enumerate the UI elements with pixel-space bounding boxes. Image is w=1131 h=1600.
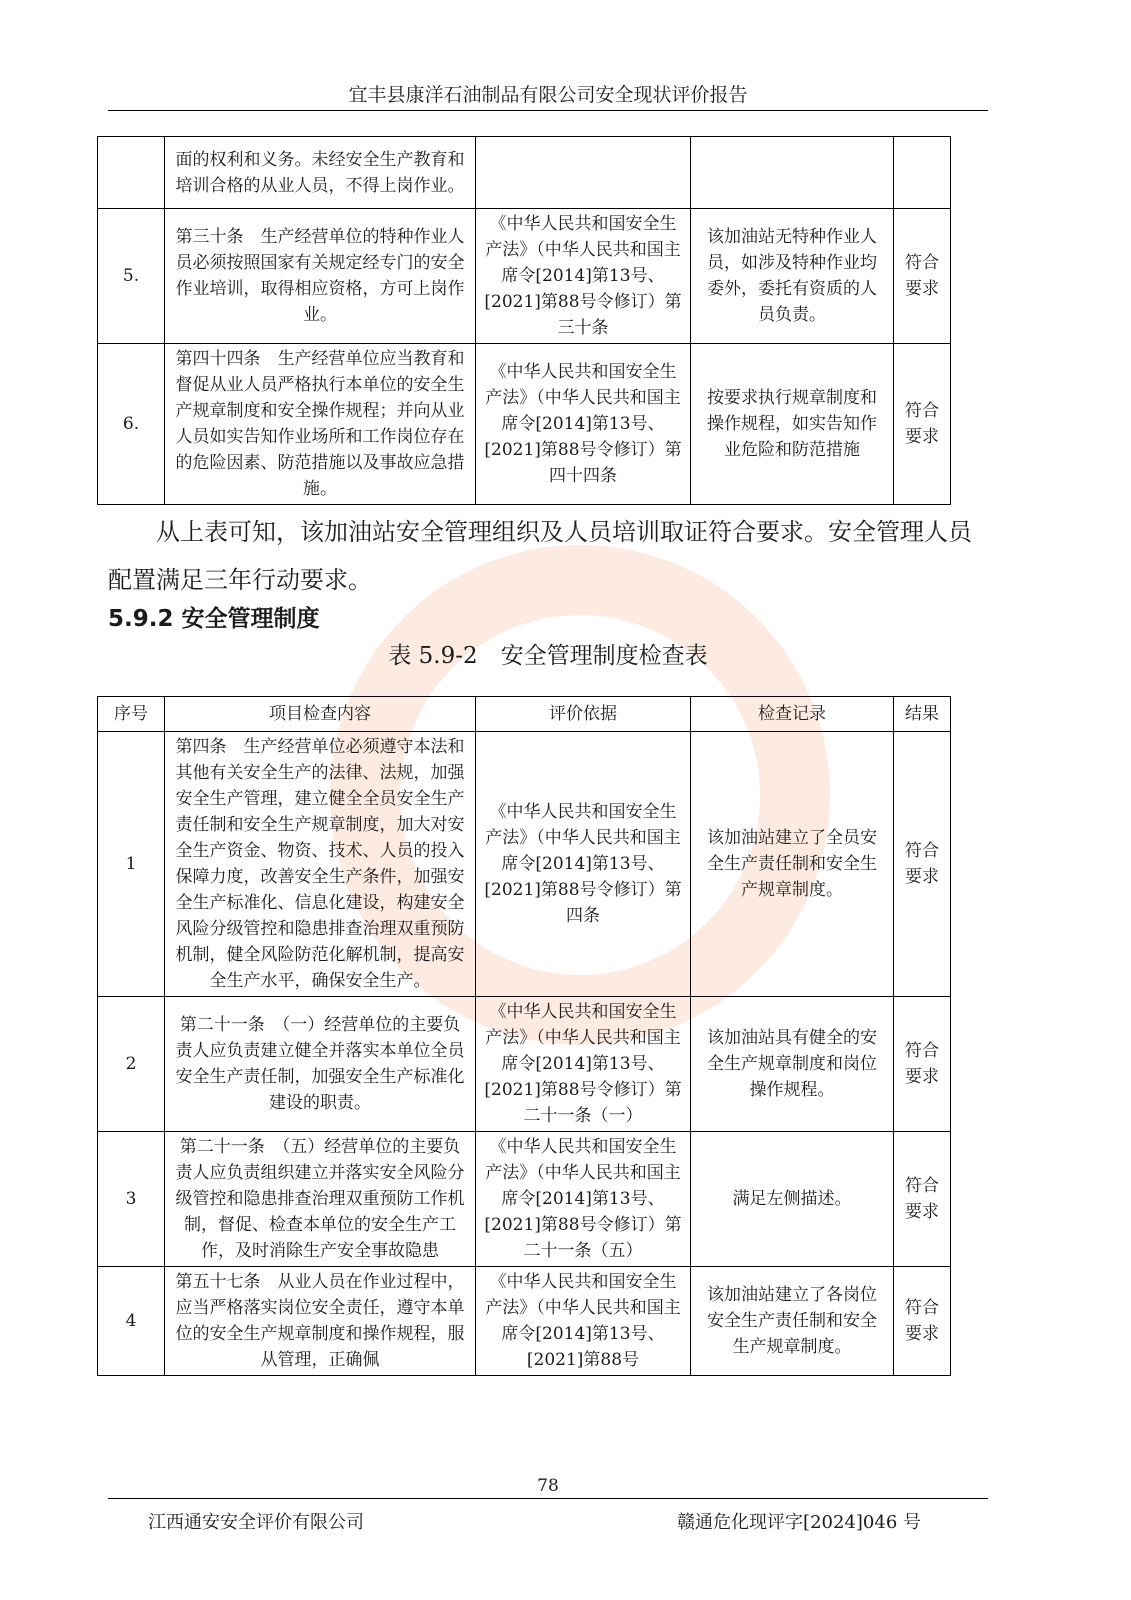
header-result: 结果 (894, 697, 951, 732)
cell-result: 符合要求 (894, 344, 951, 505)
table-row (98, 732, 951, 997)
table-row (98, 1267, 951, 1376)
cell-item: 第三十条 生产经营单位的特种作业人员必须按照国家有关规定经专门的安全作业培训，取得相应资格，方可上岗作业。 (165, 209, 476, 344)
section-title: 5.9.2 安全管理制度 (108, 606, 320, 632)
table-row (98, 997, 951, 1132)
cell-record: 该加油站建立了全员安全生产责任制和安全生产规章制度。 (691, 732, 894, 997)
table-header-row (98, 697, 951, 732)
footer-rule (108, 1498, 988, 1499)
cell-result (894, 137, 951, 209)
cell-seq: 6. (98, 344, 165, 505)
table-row (98, 137, 951, 209)
cell-basis: 《中华人民共和国安全生产法》（中华人民共和国主席令[2014]第13号、[2021]第88号 (476, 1267, 691, 1376)
table-row (98, 344, 951, 505)
cell-record (691, 137, 894, 209)
footer-doc-number: 赣通危化现评字[2024]046 号 (677, 1512, 921, 1533)
page-number: 78 (537, 1476, 559, 1496)
table-row (98, 1132, 951, 1267)
cell-record: 该加油站建立了各岗位安全生产责任制和安全生产规章制度。 (691, 1267, 894, 1376)
cell-result: 符合要求 (894, 1267, 951, 1376)
cell-seq: 5. (98, 209, 165, 344)
cell-result: 符合要求 (894, 1132, 951, 1267)
header-item: 项目检查内容 (165, 697, 476, 732)
cell-record: 按要求执行规章制度和操作规程，如实告知作业危险和防范措施 (691, 344, 894, 505)
cell-result: 符合要求 (894, 209, 951, 344)
cell-record: 该加油站具有健全的安全生产规章制度和岗位操作规程。 (691, 997, 894, 1132)
cell-basis: 《中华人民共和国安全生产法》（中华人民共和国主席令[2014]第13号、[2021]第88号令修订）第三十条 (476, 209, 691, 344)
header-rule (108, 110, 988, 111)
cell-record: 满足左侧描述。 (691, 1132, 894, 1267)
summary-paragraph: 从上表可知，该加油站安全管理组织及人员培训取证符合要求。安全管理人员配置满足三年行动要求。 (108, 518, 972, 594)
table-training (97, 136, 951, 505)
page-header: 宜丰县康洋石油制品有限公司安全现状评价报告 (348, 84, 748, 106)
cell-basis: 《中华人民共和国安全生产法》（中华人民共和国主席令[2014]第13号、[2021]第88号令修订）第二十一条（五） (476, 1132, 691, 1267)
header-seq: 序号 (98, 697, 165, 732)
cell-result: 符合要求 (894, 732, 951, 997)
header-record: 检查记录 (691, 697, 894, 732)
header-basis: 评价依据 (476, 697, 691, 732)
cell-item: 面的权利和义务。未经安全生产教育和培训合格的从业人员，不得上岗作业。 (165, 137, 476, 209)
footer-company: 江西通安安全评价有限公司 (148, 1512, 364, 1533)
cell-result: 符合要求 (894, 997, 951, 1132)
cell-item: 第四十四条 生产经营单位应当教育和督促从业人员严格执行本单位的安全生产规章制度和安全操作规程；并向从业人员如实告知作业场所和工作岗位存在的危险因素、防范措施以及事故应急措施。 (165, 344, 476, 505)
cell-basis: 《中华人民共和国安全生产法》（中华人民共和国主席令[2014]第13号、[2021]第88号令修订）第二十一条（一） (476, 997, 691, 1132)
cell-item: 第五十七条 从业人员在作业过程中，应当严格落实岗位安全责任，遵守本单位的安全生产规章制度和操作规程，服从管理，正确佩 (165, 1267, 476, 1376)
cell-record: 该加油站无特种作业人员，如涉及特种作业均委外，委托有资质的人员负责。 (691, 209, 894, 344)
cell-item: 第四条 生产经营单位必须遵守本法和其他有关安全生产的法律、法规，加强安全生产管理，建立健全全员安全生产责任制和安全生产规章制度，加大对安全生产资金、物资、技术、人员的投入保障力度，改善安全生产条件，加强安全生产标准化、信息化建设，构建安全风险分级管控和隐患排查治理双重预防机制，健全风险防范化解机制，提高安全生产水平，确保安全生产。 (165, 732, 476, 997)
table-row (98, 209, 951, 344)
cell-item: 第二十一条 （一）经营单位的主要负责人应负责建立健全并落实本单位全员安全生产责任制，加强安全生产标准化建设的职责。 (165, 997, 476, 1132)
cell-basis: 《中华人民共和国安全生产法》（中华人民共和国主席令[2014]第13号、[2021]第88号令修订）第四条 (476, 732, 691, 997)
table-management-system (97, 696, 951, 1376)
cell-seq (98, 137, 165, 209)
cell-item: 第二十一条 （五）经营单位的主要负责人应负责组织建立并落实安全风险分级管控和隐患排查治理双重预防工作机制，督促、检查本单位的安全生产工作，及时消除生产安全事故隐患 (165, 1132, 476, 1267)
cell-seq: 3 (98, 1132, 165, 1267)
cell-basis: 《中华人民共和国安全生产法》（中华人民共和国主席令[2014]第13号、[2021]第88号令修订）第四十四条 (476, 344, 691, 505)
cell-basis (476, 137, 691, 209)
table-caption: 表 5.9-2 安全管理制度检查表 (388, 643, 708, 669)
cell-seq: 1 (98, 732, 165, 997)
cell-seq: 4 (98, 1267, 165, 1376)
cell-seq: 2 (98, 997, 165, 1132)
